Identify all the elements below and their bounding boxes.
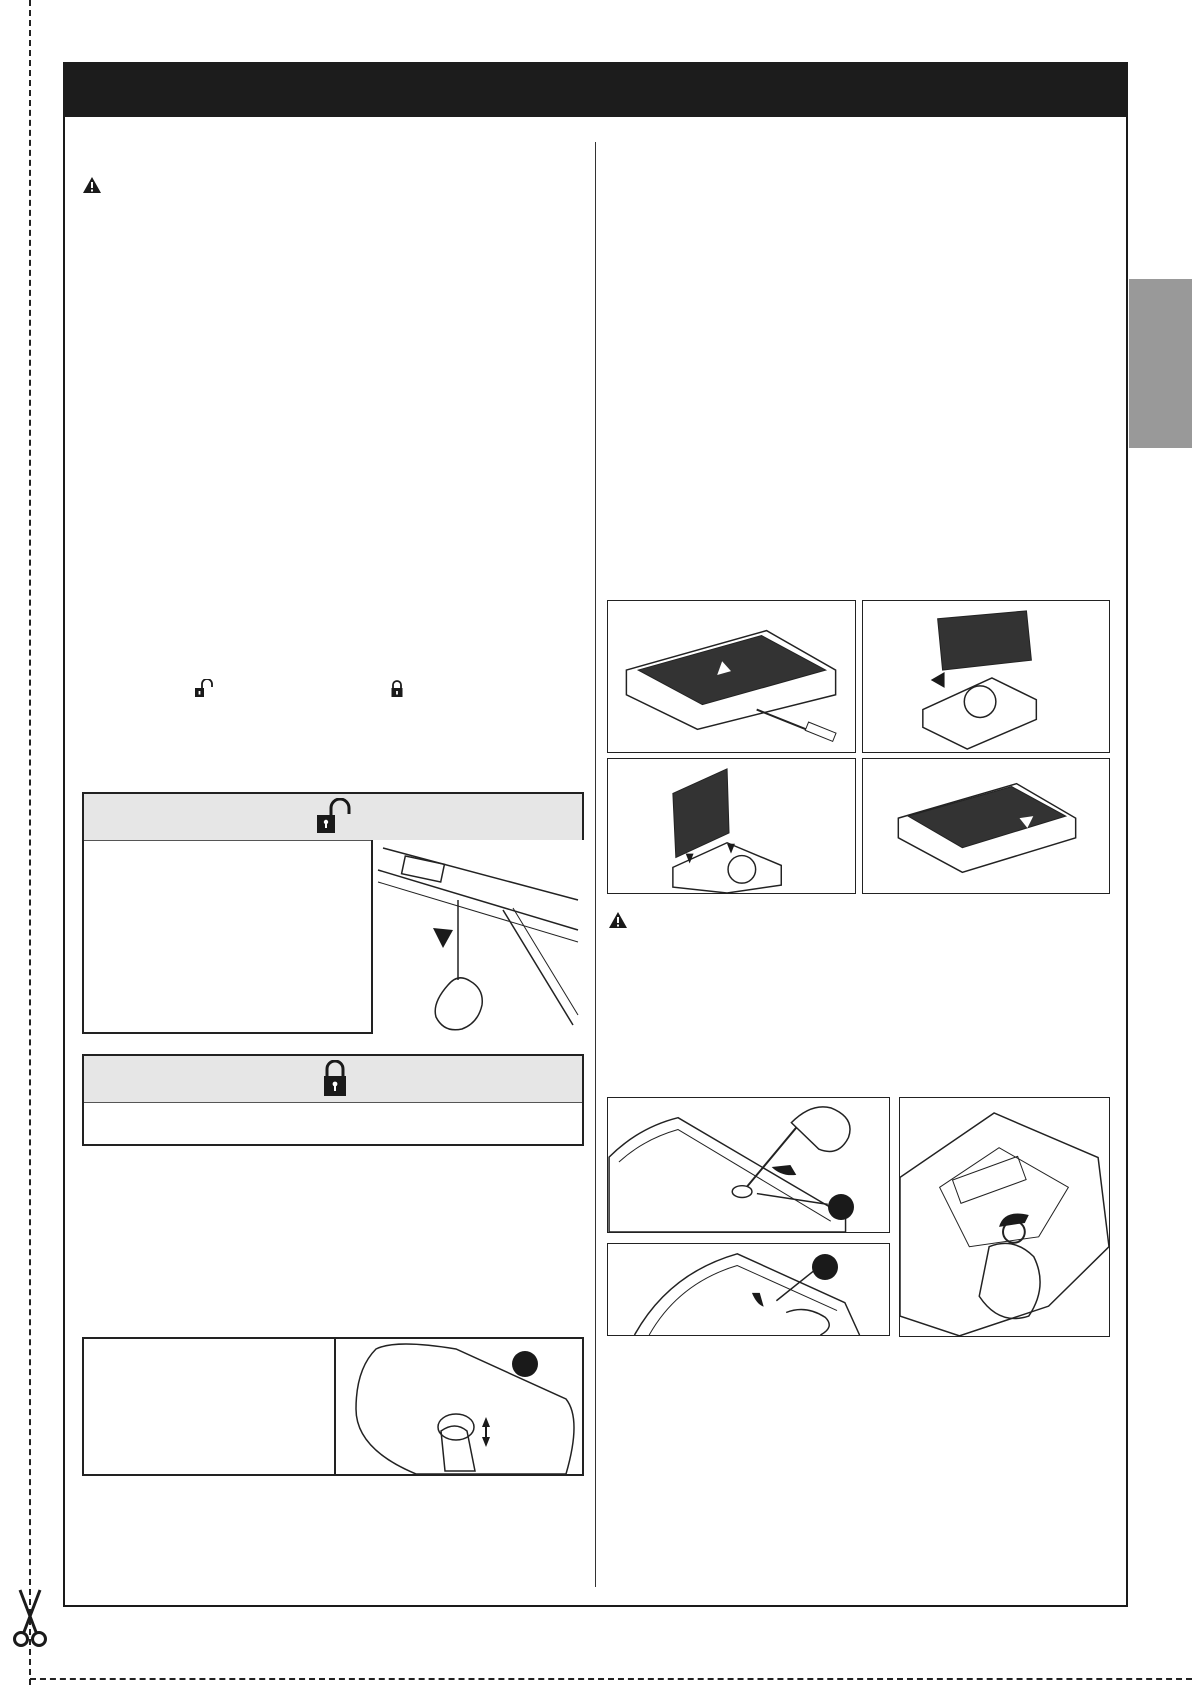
padlock-open-icon: [194, 679, 216, 699]
lock-box: [82, 1054, 584, 1146]
callout-marker: [828, 1194, 854, 1220]
padlock-closed-icon: [321, 1060, 349, 1098]
figure-close-cover: [862, 758, 1110, 894]
padlock-closed-icon: [390, 680, 404, 698]
callout-marker: [812, 1254, 838, 1280]
column-divider: [595, 142, 596, 1587]
warning-triangle-icon: [608, 911, 628, 929]
figure-open-lamp-cover: [607, 1097, 890, 1233]
warning-triangle-icon: [82, 176, 102, 194]
header-bar: [63, 62, 1128, 117]
padlock-open-icon: [315, 798, 355, 836]
callout-marker: [512, 1351, 538, 1377]
manual-release-box: [82, 1337, 584, 1476]
scissors-icon: [12, 1588, 48, 1650]
figure-replace-lamp: [899, 1097, 1110, 1337]
lock-box-header: [84, 1056, 582, 1103]
figure-lower-lamp-cover: [607, 1243, 890, 1336]
unlock-box: [82, 792, 584, 1034]
figure-insert-battery: [607, 758, 856, 894]
cut-line-vertical: [29, 0, 31, 1685]
unlock-box-header: [84, 794, 582, 841]
cut-line-horizontal: [30, 1678, 1192, 1680]
side-tab: [1129, 279, 1192, 448]
manual-release-illustration: [336, 1339, 582, 1474]
unlock-illustration: [373, 840, 584, 1034]
figure-remove-battery: [862, 600, 1110, 753]
figure-open-cover: [607, 600, 856, 753]
